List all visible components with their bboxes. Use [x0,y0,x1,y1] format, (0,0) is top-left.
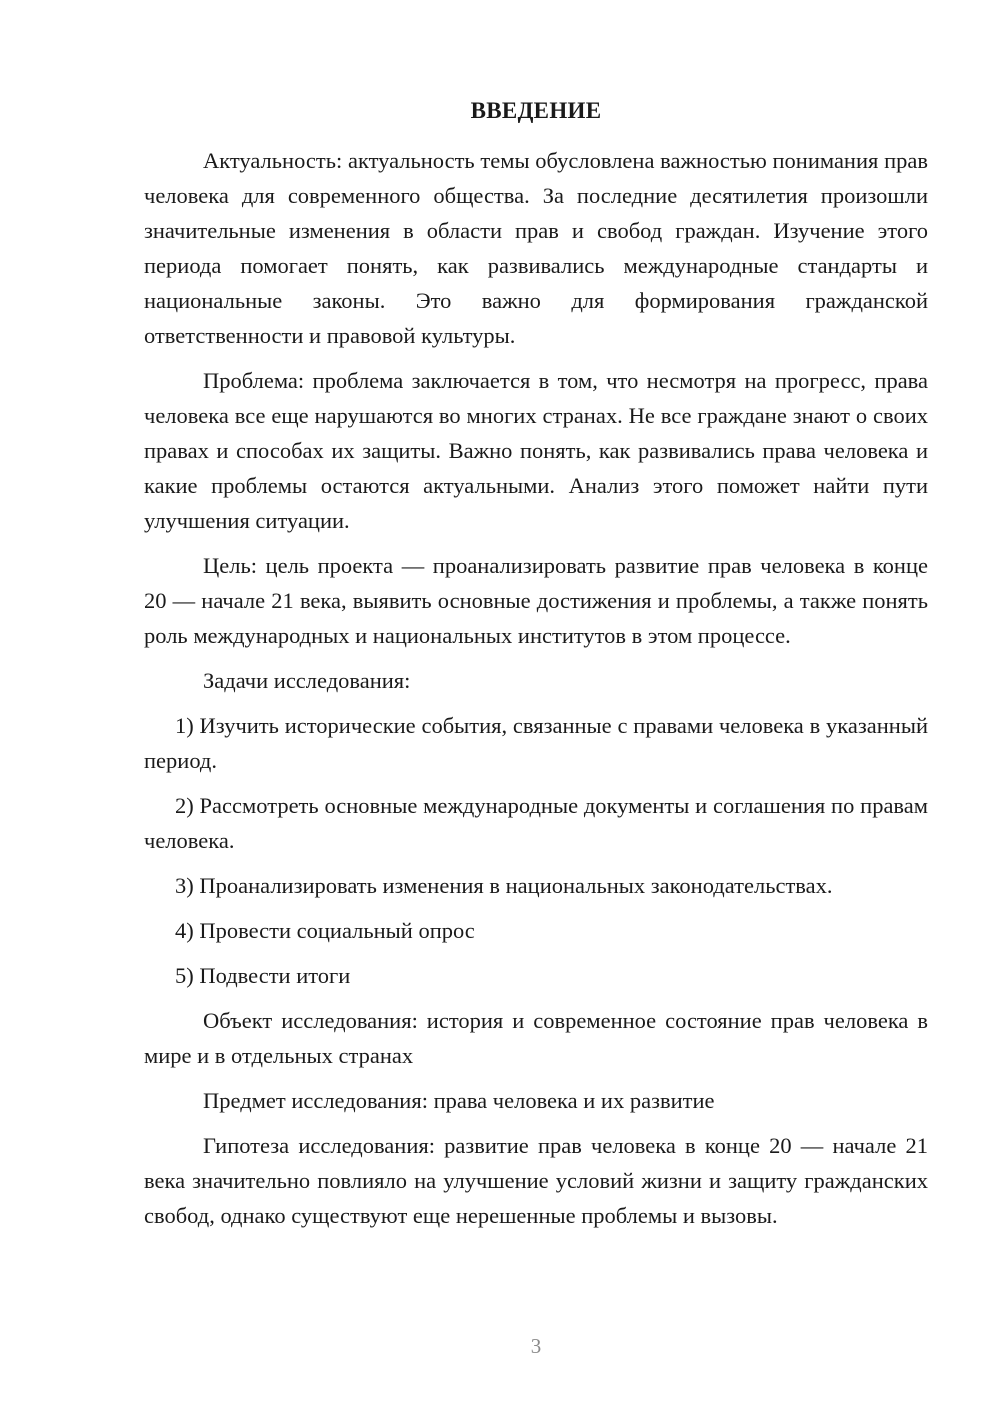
list-item: 4) Провести социальный опрос [175,918,475,943]
list-item: 2) Рассмотреть основные международные документы и соглашения по правам человека. [144,793,928,853]
page-number: 3 [530,1334,542,1358]
paragraph-hypothesis: Гипотеза исследования: развитие прав человека в конце 20 — начале 21 века значительно повлияло на улучшение условий жизни и защиту гражданских свобод, однако существуют еще нерешенные проблемы и вызовы. [144,1133,928,1228]
page-title: ВВЕДЕНИЕ [470,98,602,123]
paragraph-subject: Предмет исследования: права человека и их развитие [203,1088,715,1113]
list-item: 3) Проанализировать изменения в национальных законодательствах. [175,873,833,898]
paragraph-goal: Цель: цель проекта — проанализировать развитие прав человека в конце 20 — начале 21 века, выявить основные достижения и проблемы, а также понять роль международных и национальных институтов в этом процессе. [144,553,928,648]
paragraph-tasks-heading: Задачи исследования: [203,668,411,693]
document-body [144,143,928,1243]
paragraph-relevance: Актуальность: актуальность темы обусловлена важностью понимания прав человека для современного общества. За последние десятилетия произошли значительные изменения в области прав и свобод граждан. Изучение этого периода помогает понять, как развивались международные стандарты и национальные законы. Это важно для формирования гражданской ответственности и правовой культуры. [144,148,928,348]
list-item: 1) Изучить исторические события, связанные с правами человека в указанный период. [144,713,928,773]
paragraph-object: Объект исследования: история и современное состояние прав человека в мире и в отдельных странах [144,1008,928,1068]
paragraph-problem: Проблема: проблема заключается в том, что несмотря на прогресс, права человека все еще нарушаются во многих странах. Не все граждане знают о своих правах и способах их защиты. Важно понять, как развивались права человека и какие проблемы остаются актуальными. Анализ этого поможет найти пути улучшения ситуации. [144,368,928,533]
list-item: 5) Подвести итоги [175,963,351,988]
